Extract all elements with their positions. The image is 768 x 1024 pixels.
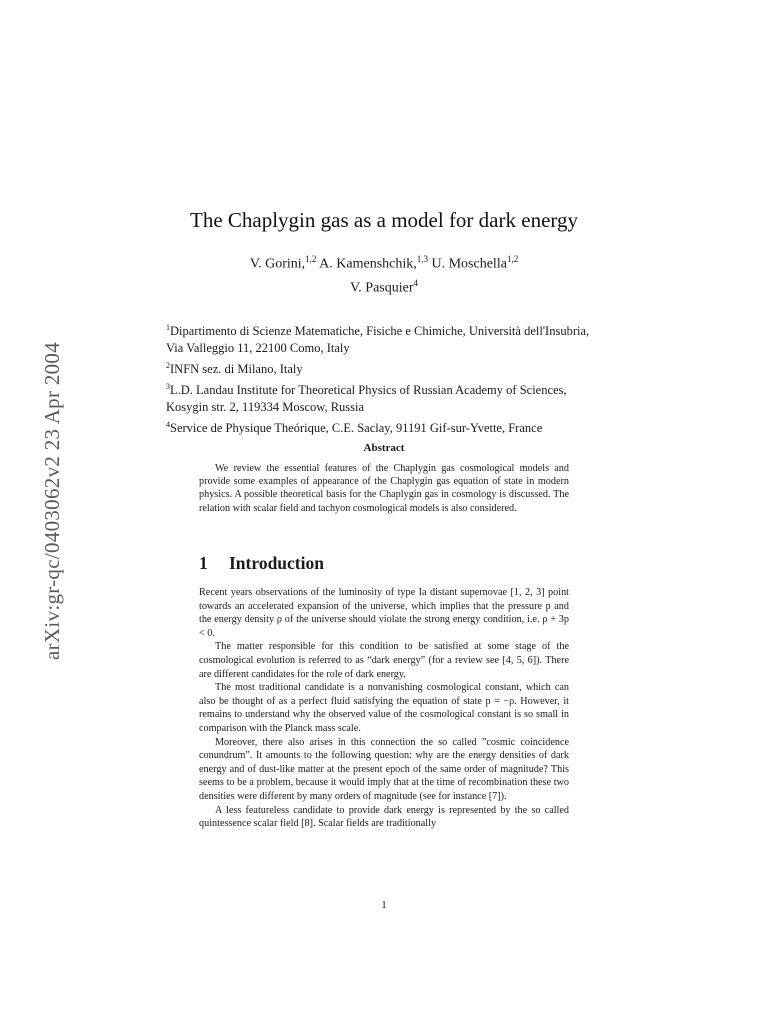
affiliation-text: Service de Physique Theórique, C.E. Saclay, 91191 Gif-sur-Yvette, France xyxy=(170,421,543,436)
affiliation-mark: 4 xyxy=(166,420,170,430)
author-line-1 xyxy=(0,250,768,274)
affiliation-text: Dipartimento di Scienze Matematiche, Fisiche e Chimiche, Università dell'Insubria, xyxy=(170,324,590,339)
section-heading xyxy=(199,553,324,574)
body-text xyxy=(199,586,569,831)
author-line-2 xyxy=(0,274,768,298)
page-number: 1 xyxy=(381,899,387,911)
paragraph: The matter responsible for this condition to be satisfied at some stage of the cosmological evolution is referred to as “dark energy” (for a review see [4, 5, 6]). There are different candidates for the role of dark energy. xyxy=(199,641,569,680)
affiliation-text: INFN sez. di Milano, Italy xyxy=(170,362,303,377)
paragraph: The most traditional candidate is a nonvanishing cosmological constant, which can also be thought of as a perfect fluid satisfying the equation of state p = −ρ. However, it remains to understand why the observed value of the cosmological constant is so small in comparison with the Planck mass scale. xyxy=(199,682,569,734)
section-title: Introduction xyxy=(229,553,324,573)
author-list xyxy=(0,250,768,297)
author-affiliation-mark: 1,2 xyxy=(506,254,519,264)
affiliation-line xyxy=(166,319,636,340)
paragraph: A less featureless candidate to provide dark energy is represented by the so called quintessence scalar field [8]. Scalar fields are traditionally xyxy=(199,804,569,830)
affiliation-text: Via Valleggio 11, 22100 Como, Italy xyxy=(166,341,350,356)
author-affiliation-mark: 1,3 xyxy=(416,254,428,264)
affiliation-line xyxy=(166,399,636,416)
paper-title: The Chaplygin gas as a model for dark energy xyxy=(190,208,578,232)
author-name: V. Pasquier xyxy=(349,280,414,296)
affiliation-line xyxy=(166,416,636,437)
paragraph: Recent years observations of the luminosity of type Ia distant supernovae [1, 2, 3] point towards an accelerated expansion of the universe, which implies that the pressure p and the energy density ρ of the universe should violate the strong energy condition, i.e. ρ + 3p < 0. xyxy=(199,587,569,639)
affiliation-mark: 3 xyxy=(166,382,170,392)
affiliations xyxy=(166,319,636,438)
affiliation-text: Kosygin str. 2, 119334 Moscow, Russia xyxy=(166,400,365,415)
affiliation-mark: 2 xyxy=(166,361,170,371)
abstract-text: We review the essential features of the Chaplygin gas cosmological models and provide some examples of appearance of the Chaplygin gas equation of state in modern physics. A possible theoretical basis for the Chaplygin gas in cosmology is discussed. The relation with scalar field and tachyon cosmological models is also considered. xyxy=(199,463,569,514)
author-affiliation-mark: 1,2 xyxy=(305,254,317,264)
affiliation-mark: 1 xyxy=(166,323,170,332)
paragraph: Moreover, there also arises in this connection the so called ”cosmic coincidence conundrum”. It amounts to the following question: why are the energy densities of dark energy and of dust-like matter at the present epoch of the same order of magnitude? This seems to be a problem, because it would imply that at the time of recombination these two densities were different by many orders of magnitude (see for instance [7]). xyxy=(199,736,569,802)
affiliation-line xyxy=(166,378,636,399)
affiliation-line xyxy=(166,357,636,378)
abstract-heading: Abstract xyxy=(363,442,405,454)
affiliation-text: L.D. Landau Institute for Theoretical Physics of Russian Academy of Sciences, xyxy=(170,383,567,398)
author-affiliation-mark: 4 xyxy=(413,277,419,288)
affiliation-line xyxy=(166,340,636,357)
author-name: U. Moschella xyxy=(428,256,507,272)
arxiv-identifier-stamp: arXiv:gr-qc/0403062v2 23 Apr 2004 xyxy=(40,341,64,660)
section-number: 1 xyxy=(199,553,208,573)
author-name: A. Kamenshchik, xyxy=(316,256,417,272)
author-name: V. Gorini, xyxy=(249,256,306,272)
